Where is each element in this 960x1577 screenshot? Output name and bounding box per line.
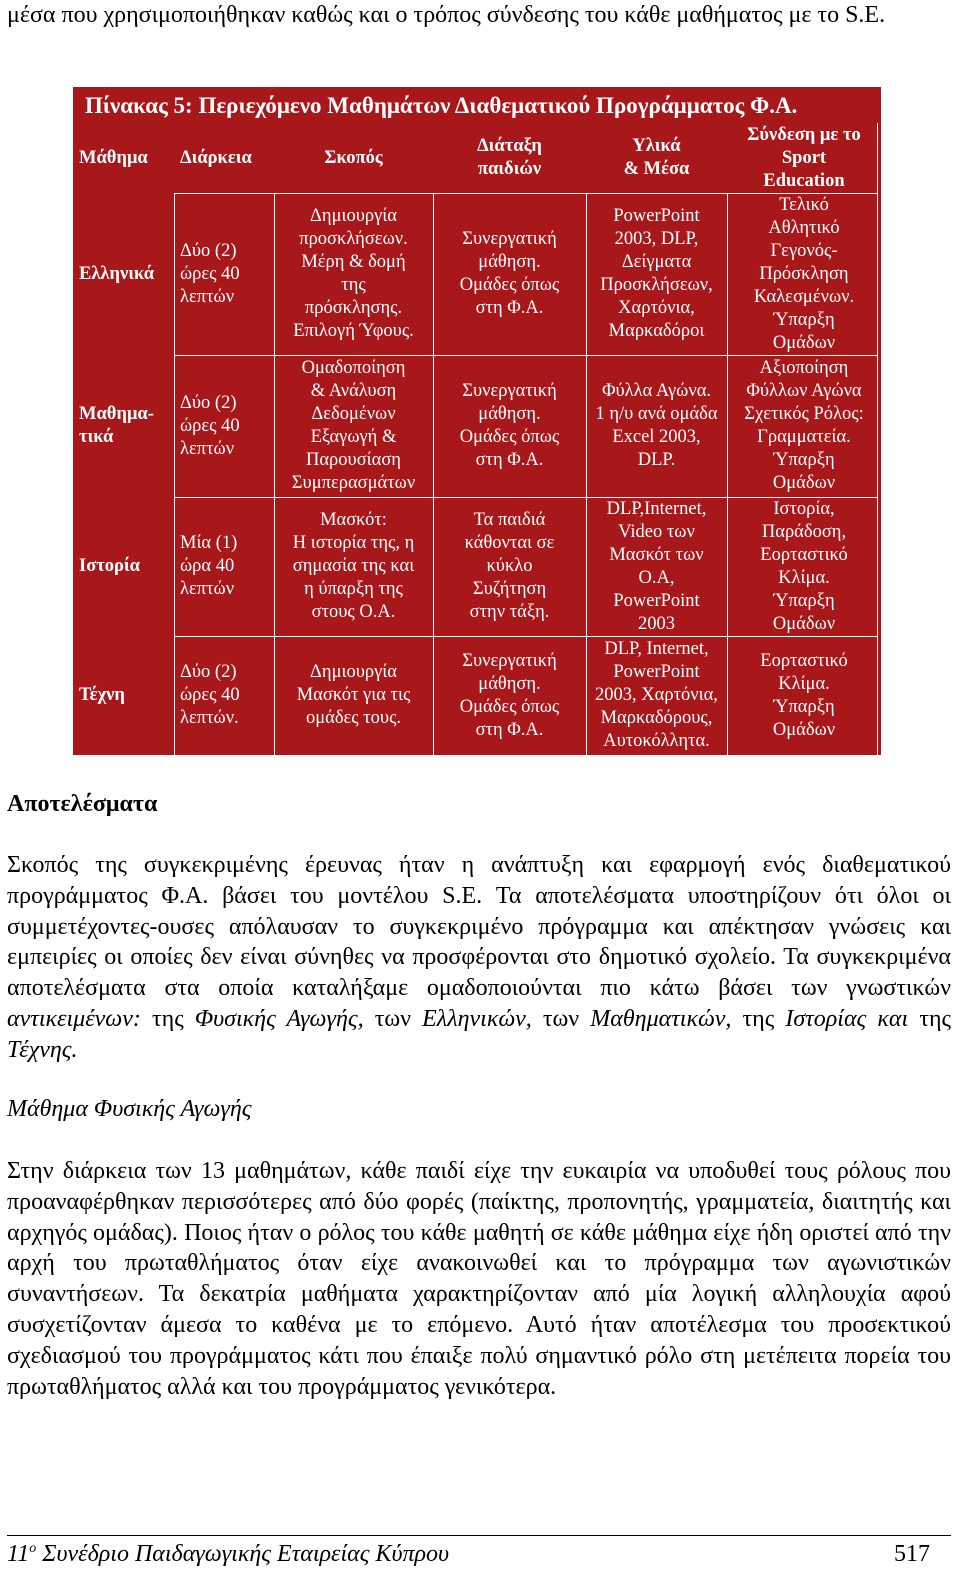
cell-line: Μαρκαδόροι xyxy=(608,321,705,341)
table-rule xyxy=(274,193,275,755)
footer-conference xyxy=(7,1539,449,1569)
cell-line: Διάταξη xyxy=(477,136,542,156)
table-cell-arrangement xyxy=(435,636,584,755)
cell-line: ώρα 40 xyxy=(180,556,235,576)
paragraph-text: Σκοπός της συγκεκριμένης έρευνας ήταν η ανάπτυξη και εφαρμογή ενός διαθεματικού προγράμματος Φ.Α. βάσει του μοντέλου S.E. Τα αποτελέσματα υποστηρίζουν ότι όλοι οι συμμετέχοντες-ουσες απόλαυσαν το συγκεκριμένο πρόγραμμα και απέκτησαν γνώσεις και εμπειρίες οι οποίες δεν είναι σύνηθες να προσφέρονται στο δημοτικό σχολείο. Τα συγκεκριμένα αποτελέσματα στα οποία καταλήξαμε ομαδοποιούνται πιο κάτω βάσει των γνωστικών xyxy=(7,852,951,1002)
cell-line: μάθηση. xyxy=(478,404,541,424)
table-cell-duration xyxy=(180,636,272,755)
cell-line: τικά xyxy=(79,427,114,447)
cell-line: Ομάδων xyxy=(772,613,836,634)
table-cell-purpose xyxy=(276,636,431,755)
cell-line: 2003, Χαρτόνια, xyxy=(595,685,718,705)
cell-line: DLP, Internet, xyxy=(604,639,709,659)
table-cell-connection xyxy=(729,497,879,636)
cell-line: λεπτών xyxy=(180,579,235,599)
cell-line: PowerPoint xyxy=(613,662,700,682)
cell-line: κύκλο xyxy=(486,556,533,576)
cell-line: στη Φ.Α. xyxy=(475,719,544,740)
cell-line: Τελικό xyxy=(779,194,829,215)
cell-line: Υλικά xyxy=(632,136,681,156)
cell-line: & Μέσα xyxy=(623,159,690,179)
cell-line: Ύπαρξη xyxy=(773,590,835,611)
table-cell-subject xyxy=(79,193,172,355)
table-cell-materials xyxy=(588,193,725,355)
cell-line: DLP,Internet, xyxy=(606,498,707,519)
italic-text: αντικειμένων: xyxy=(7,1005,141,1032)
cell-line: DLP. xyxy=(637,450,676,470)
table-cell-connection xyxy=(729,193,879,355)
cell-line: Ο.Α, xyxy=(638,567,675,588)
content-table xyxy=(73,87,881,755)
cell-line: Δύο (2) xyxy=(180,662,237,682)
cell-line: κάθονται σε xyxy=(464,533,555,553)
cell-line: Φύλλων Αγώνα xyxy=(746,381,862,401)
cell-line: PowerPoint xyxy=(613,206,700,226)
cell-line: Παρουσίαση xyxy=(306,450,401,470)
table-cell-purpose xyxy=(276,497,431,636)
table-cell-materials xyxy=(588,636,725,755)
italic-text: Τέχνης. xyxy=(7,1036,78,1063)
cell-line: & Ανάλυση xyxy=(310,381,397,401)
cell-line: Συζήτηση xyxy=(472,579,547,599)
cell-line: Συνεργατική xyxy=(462,381,557,401)
cell-line: Κλίμα. xyxy=(778,673,830,694)
cell-line: προσκλήσεων. xyxy=(299,229,408,249)
table-cell-arrangement xyxy=(435,355,584,497)
cell-line: Πρόσκληση xyxy=(759,263,849,284)
cell-line: Ομάδες όπως xyxy=(459,696,560,717)
cell-line: Κλίμα. xyxy=(778,567,830,588)
cell-line: Ομάδες όπως xyxy=(459,275,560,295)
italic-text: Μαθηματικών, xyxy=(590,1005,732,1032)
cell-line: Αυτοκόλλητα. xyxy=(603,731,710,751)
table-rule xyxy=(433,193,434,755)
cell-line: Συμπερασμάτων xyxy=(291,473,416,493)
cell-line: Δύο (2) xyxy=(180,240,237,261)
cell-line: Video των xyxy=(618,521,695,542)
cell-line: λεπτών xyxy=(180,438,235,459)
cell-line: ώρες 40 xyxy=(180,685,240,705)
cell-line: Μία (1) xyxy=(180,533,238,553)
cell-line: Education xyxy=(763,170,845,191)
cell-line: ώρες 40 xyxy=(180,415,240,436)
table-cell-duration xyxy=(180,193,272,355)
cell-line: στη Φ.Α. xyxy=(475,298,544,318)
cell-line: παιδιών xyxy=(477,159,542,179)
cell-line: Συνεργατική xyxy=(462,650,557,671)
cell-line: 1 η/υ ανά ομάδα xyxy=(595,404,718,424)
cell-line: Sport xyxy=(781,147,827,168)
cell-line: Ύπαρξη xyxy=(773,450,835,470)
table-cell-subject xyxy=(79,636,172,755)
italic-text: Ιστορίας και xyxy=(785,1005,909,1032)
cell-line: PowerPoint xyxy=(613,590,700,611)
table-cell-subject xyxy=(79,355,172,497)
cell-line: στους Ο.Α. xyxy=(311,602,396,622)
cell-line: Μασκότ των xyxy=(609,544,704,565)
paragraph-text: της xyxy=(919,1005,952,1032)
cell-line: Μασκότ για τις xyxy=(296,685,411,705)
cell-line: Μέρη & δομή xyxy=(301,252,406,272)
subsection-heading: Μάθημα Φυσικής Αγωγής xyxy=(7,1096,252,1122)
cell-line: Σύνδεση με το xyxy=(747,124,861,145)
table-cell-connection xyxy=(729,636,879,755)
paragraph-text: της xyxy=(742,1005,775,1032)
cell-line: Διάρκεια xyxy=(180,147,252,168)
cell-line: Μαρκαδόρους, xyxy=(600,708,713,728)
footer-number: 11 xyxy=(7,1541,30,1567)
cell-line: λεπτών xyxy=(180,286,235,307)
cell-line: μάθηση. xyxy=(478,252,541,272)
table-cell-arrangement xyxy=(435,193,584,355)
cell-line: Παράδοση, xyxy=(761,521,847,542)
cell-line: Ιστορία xyxy=(79,556,141,576)
table-title: Πίνακας 5: Περιεχόμενο Μαθημάτων Διαθεματικού Προγράμματος Φ.Α. xyxy=(85,93,798,118)
cell-line: Αθλητικό xyxy=(768,217,840,238)
cell-line: 2003 xyxy=(638,613,675,634)
cell-line: Ιστορία, xyxy=(773,498,835,519)
cell-line: Εξαγωγή & xyxy=(310,427,397,447)
cell-line: 2003, DLP, xyxy=(614,229,699,249)
cell-line: Δημιουργία xyxy=(310,206,397,226)
cell-line: μάθηση. xyxy=(478,673,541,694)
header-materials xyxy=(588,123,725,193)
cell-line: Προσκλήσεων, xyxy=(600,275,713,295)
cell-line: Δείγματα xyxy=(621,252,692,272)
paragraph-text: της xyxy=(152,1005,184,1032)
table-cell-subject xyxy=(79,497,172,636)
cell-line: Μασκότ: xyxy=(320,510,387,530)
cell-line: Καλεσμένων. xyxy=(753,286,855,307)
table-cell-connection xyxy=(729,355,879,497)
table-cell-duration xyxy=(180,355,272,497)
header-duration xyxy=(180,123,272,193)
paragraph-text: των xyxy=(542,1005,580,1032)
cell-line: Μαθημα- xyxy=(79,404,154,424)
cell-line: λεπτών. xyxy=(180,708,239,728)
cell-line: Χαρτόνια, xyxy=(618,298,695,318)
cell-line: Ομαδοποίηση xyxy=(301,358,406,378)
cell-line: Τα παιδιά xyxy=(473,510,546,530)
cell-line: Φύλλα Αγώνα. xyxy=(601,381,712,401)
cell-line: στην τάξη. xyxy=(469,602,550,622)
table-cell-purpose xyxy=(276,355,431,497)
cell-line: ώρες 40 xyxy=(180,263,240,284)
cell-line: Excel 2003, xyxy=(612,427,701,447)
results-paragraph xyxy=(7,850,951,1066)
cell-line: Επιλογή Ύφους. xyxy=(293,321,414,341)
table-rule xyxy=(586,193,587,755)
footer-conference-name: Συνέδριο Παιδαγωγικής Εταιρείας Κύπρου xyxy=(42,1541,450,1567)
cell-line: πρόσκλησης. xyxy=(304,298,403,318)
cell-line: σημασία της και xyxy=(292,556,415,576)
cell-line: Ύπαρξη xyxy=(773,309,835,330)
paragraph-text: των xyxy=(374,1005,412,1032)
italic-text: Ελληνικών, xyxy=(422,1005,532,1032)
cell-line: Ομάδων xyxy=(772,473,836,493)
intro-text: μέσα που χρησιμοποιήθηκαν καθώς και ο τρόπος σύνδεσης του κάθε μαθήματος με το S.E. xyxy=(7,2,886,28)
table-cell-duration xyxy=(180,497,272,636)
cell-line: στη Φ.Α. xyxy=(475,450,544,470)
cell-line: Μάθημα xyxy=(79,147,148,168)
table-cell-arrangement xyxy=(435,497,584,636)
cell-line: ομάδες τους. xyxy=(305,708,402,728)
table-cell-materials xyxy=(588,497,725,636)
header-purpose xyxy=(276,123,431,193)
header-arrangement xyxy=(435,123,584,193)
cell-line: Δεδομένων xyxy=(311,404,396,424)
cell-line: Ύπαρξη xyxy=(773,696,835,717)
cell-line: Συνεργατική xyxy=(462,229,557,249)
table-rule xyxy=(174,193,175,755)
cell-line: Σκοπός xyxy=(324,147,383,168)
cell-line: Γραμματεία. xyxy=(757,427,851,447)
cell-line: Δύο (2) xyxy=(180,392,237,413)
physical-education-paragraph: Στην διάρκεια των 13 μαθημάτων, κάθε παιδί είχε την ευκαιρία να υποδυθεί τους ρόλους που προαναφέρθηκαν περισσότερες από δύο φορές (παίκτης, προπονητής, γραμματεία, διαιτητής και αρχηγός ομάδας). Ποιος ήταν ο ρόλος του κάθε μαθητή σε κάθε μάθημα είχε ήδη οριστεί από την αρχή του πρωταθλήματος όταν είχε ανακοινωθεί και το πρόγραμμα των αγωνιστικών συναντήσεων. Τα δεκατρία μαθήματα χαρακτηρίζονταν από μία λογική αλληλουχία αφού συσχετίζονταν άμεσα το καθένα με το επόμενο. Αυτό ήταν αποτέλεσμα του προσεκτικού σχεδιασμού του προγράμματος κάτι που έπαιξε πολύ σημαντικό ρόλο στη μετέπειτα πορεία του πρωταθλήματος αλλά και του προγράμματος γενικότερα. xyxy=(7,1158,951,1400)
section-heading: Αποτελέσματα xyxy=(7,791,158,817)
cell-line: Ελληνικά xyxy=(79,263,155,284)
cell-line: Ομάδων xyxy=(772,332,836,353)
table-rule xyxy=(727,193,728,755)
page-number: 517 xyxy=(894,1541,930,1567)
header-subject xyxy=(79,123,172,193)
footer-superscript: ο xyxy=(29,1541,37,1556)
cell-line: Σχετικός Ρόλος: xyxy=(744,404,864,424)
cell-line: Αξιοποίηση xyxy=(759,358,849,378)
cell-line: Εορταστικό xyxy=(760,544,848,565)
footer-divider xyxy=(7,1535,951,1536)
cell-line: Ομάδων xyxy=(772,719,836,740)
table-cell-materials xyxy=(588,355,725,497)
cell-line: Ομάδες όπως xyxy=(459,427,560,447)
cell-line: η ύπαρξη της xyxy=(304,579,403,599)
cell-line: της xyxy=(341,275,366,295)
cell-line: Δημιουργία xyxy=(310,662,397,682)
header-connection xyxy=(729,123,879,193)
cell-line: Εορταστικό xyxy=(760,650,848,671)
cell-line: Τέχνη xyxy=(79,685,125,705)
cell-line: Η ιστορία της, η xyxy=(292,533,415,553)
italic-text: Φυσικής Αγωγής, xyxy=(194,1005,364,1032)
table-cell-purpose xyxy=(276,193,431,355)
cell-line: Γεγονός- xyxy=(770,240,838,261)
